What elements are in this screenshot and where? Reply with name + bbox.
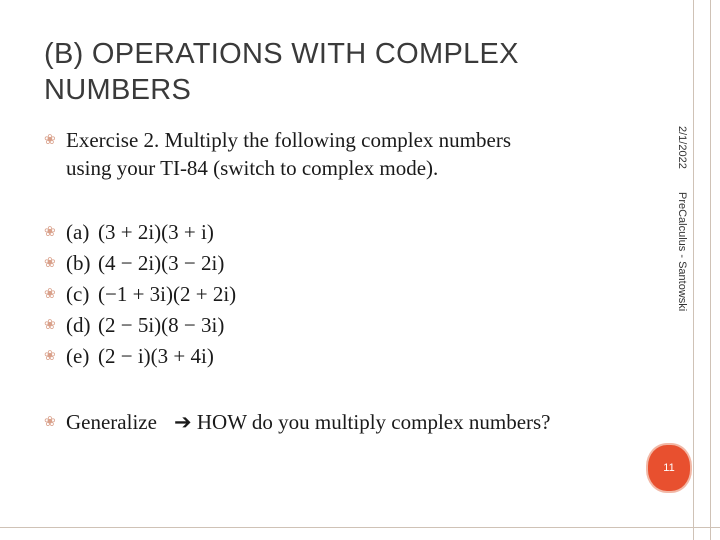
slide-title: (B) OPERATIONS WITH COMPLEX NUMBERS (44, 38, 519, 106)
bullet-icon: ❀ (44, 349, 56, 364)
page-number-badge: 11 (646, 443, 692, 493)
problem-label: (d) (66, 313, 91, 337)
generalize-label: Generalize (66, 410, 157, 434)
problem-expression: (3 + 2i)(3 + i) (98, 220, 214, 244)
side-course: PreCalculus - Santowski (676, 188, 688, 315)
bullet-icon: ❀ (44, 318, 56, 333)
problem-expression: (4 − 2i)(3 − 2i) (98, 251, 225, 275)
problem-expression: (2 − 5i)(8 − 3i) (98, 313, 225, 337)
right-rule (693, 0, 694, 540)
problem-expression: (2 − i)(3 + 4i) (98, 344, 214, 368)
problem-label: (a) (66, 220, 90, 244)
bottom-rule (0, 527, 720, 528)
exercise-line-1: Exercise 2. Multiply the following complex numbers (66, 128, 511, 152)
generalize-question: HOW do you multiply complex numbers? (196, 410, 551, 434)
side-date: 2/1/2022 (676, 122, 688, 173)
bullet-icon: ❀ (44, 256, 56, 271)
bullet-icon: ❀ (44, 133, 56, 148)
exercise-line-2: using your TI-84 (switch to complex mode). (66, 156, 439, 180)
right-edge-rule (710, 0, 711, 540)
problem-label: (b) (66, 251, 91, 275)
problem-expression: (−1 + 3i)(2 + 2i) (98, 282, 237, 306)
problem-label: (e) (66, 344, 90, 368)
bullet-icon: ❀ (44, 225, 56, 240)
arrow-right-icon: ➔ (174, 410, 192, 434)
bullet-icon: ❀ (44, 415, 56, 430)
bullet-icon: ❀ (44, 287, 56, 302)
problem-label: (c) (66, 282, 90, 306)
